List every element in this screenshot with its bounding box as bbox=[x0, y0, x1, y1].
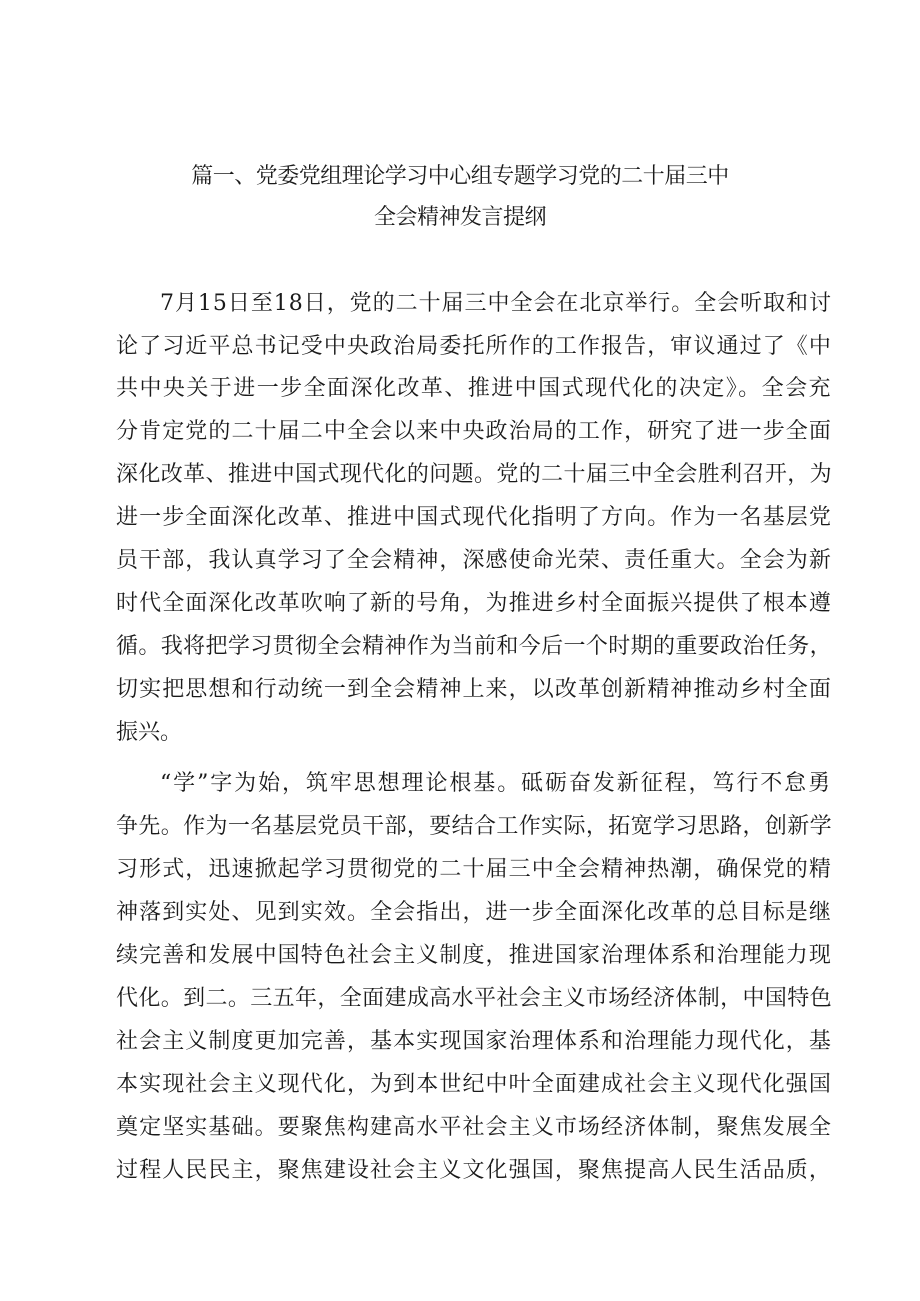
paragraph-1-line-5 bbox=[0, 455, 920, 495]
line-text: “学”字为始，筑牢思想理论根基。砥砺奋发新征程，笃行不怠勇 bbox=[160, 771, 833, 796]
line-text: 深化改革、推进中国式现代化的问题。党的二十届三中全会胜利召开，为 bbox=[116, 462, 833, 487]
paragraph-1-line-2 bbox=[0, 327, 920, 367]
line-text: 7月15日至18日，党的二十届三中全会在北京举行。全会听取和讨 bbox=[160, 291, 832, 316]
paragraph-1-line-3 bbox=[0, 369, 920, 409]
line-text: 争先。作为一名基层党员干部，要结合工作实际，拓宽学习思路，创新学 bbox=[116, 814, 833, 839]
line-text: 本实现社会主义现代化，为到本世纪中叶全面建成社会主义现代化强国 bbox=[116, 1072, 832, 1097]
line-text: 续完善和发展中国特色社会主义制度，推进国家治理体系和治理能力现 bbox=[116, 943, 832, 968]
line-text: 分肯定党的二十届二中全会以来中央政治局的工作，研究了进一步全面 bbox=[116, 419, 832, 444]
paragraph-1-line-4 bbox=[0, 412, 920, 452]
document-title-line-1: 篇一、党委党组理论学习中心组专题学习党的二十届三中 bbox=[191, 164, 729, 189]
paragraph-2-line-5 bbox=[0, 936, 920, 976]
paragraph-2-line-7 bbox=[0, 1022, 920, 1062]
paragraph-1-line-9 bbox=[0, 627, 920, 667]
line-text: 过程人民民主，聚焦建设社会主义文化强国，聚焦提高人民生活品质， bbox=[116, 1158, 832, 1183]
line-text: 进一步全面深化改革、推进中国式现代化指明了方向。作为一名基层党 bbox=[116, 505, 832, 530]
line-text: 切实把思想和行动统一到全会精神上来，以改革创新精神推动乡村全面 bbox=[116, 677, 832, 702]
paragraph-2-line-9 bbox=[0, 1108, 920, 1148]
paragraph-1-line-7 bbox=[0, 541, 920, 581]
paragraph-1-line-10 bbox=[0, 670, 920, 710]
line-text: 代化。到二。三五年，全面建成高水平社会主义市场经济体制，中国特色 bbox=[116, 986, 833, 1011]
line-text: 时代全面深化改革吹响了新的号角，为推进乡村全面振兴提供了根本遵 bbox=[116, 591, 832, 616]
line-text: 循。我将把学习贯彻全会精神作为当前和今后一个时期的重要政治任务， bbox=[116, 634, 833, 659]
line-text: 员干部，我认真学习了全会精神，深感使命光荣、责任重大。全会为新 bbox=[116, 548, 832, 573]
paragraph-1-line-1 bbox=[0, 284, 920, 324]
line-text: 论了习近平总书记受中央政治局委托所作的工作报告，审议通过了《中 bbox=[116, 334, 832, 359]
paragraph-2-line-2 bbox=[0, 807, 920, 847]
paragraph-2-line-8 bbox=[0, 1065, 920, 1105]
line-text: 奠定坚实基础。要聚焦构建高水平社会主义市场经济体制，聚焦发展全 bbox=[116, 1115, 832, 1140]
paragraph-2-line-6 bbox=[0, 979, 920, 1019]
line-text: 振兴。 bbox=[116, 720, 183, 745]
line-text: 神落到实处、见到实效。全会指出，进一步全面深化改革的总目标是继 bbox=[116, 900, 832, 925]
document-title-line-2: 全会精神发言提纲 bbox=[373, 205, 546, 230]
line-text: 习形式，迅速掀起学习贯彻党的二十届三中全会精神热潮，确保党的精 bbox=[116, 857, 832, 882]
paragraph-2-line-3 bbox=[0, 850, 920, 890]
paragraph-1-line-6 bbox=[0, 498, 920, 538]
paragraph-2-line-4 bbox=[0, 893, 920, 933]
paragraph-2-line-1 bbox=[0, 764, 920, 804]
paragraph-1-line-11 bbox=[0, 713, 920, 753]
line-text: 社会主义制度更加完善，基本实现国家治理体系和治理能力现代化，基 bbox=[116, 1029, 832, 1054]
paragraph-1-line-8 bbox=[0, 584, 920, 624]
line-text: 共中央关于进一步全面深化改革、推进中国式现代化的决定》。全会充 bbox=[116, 376, 832, 401]
paragraph-2-line-10 bbox=[0, 1151, 920, 1191]
